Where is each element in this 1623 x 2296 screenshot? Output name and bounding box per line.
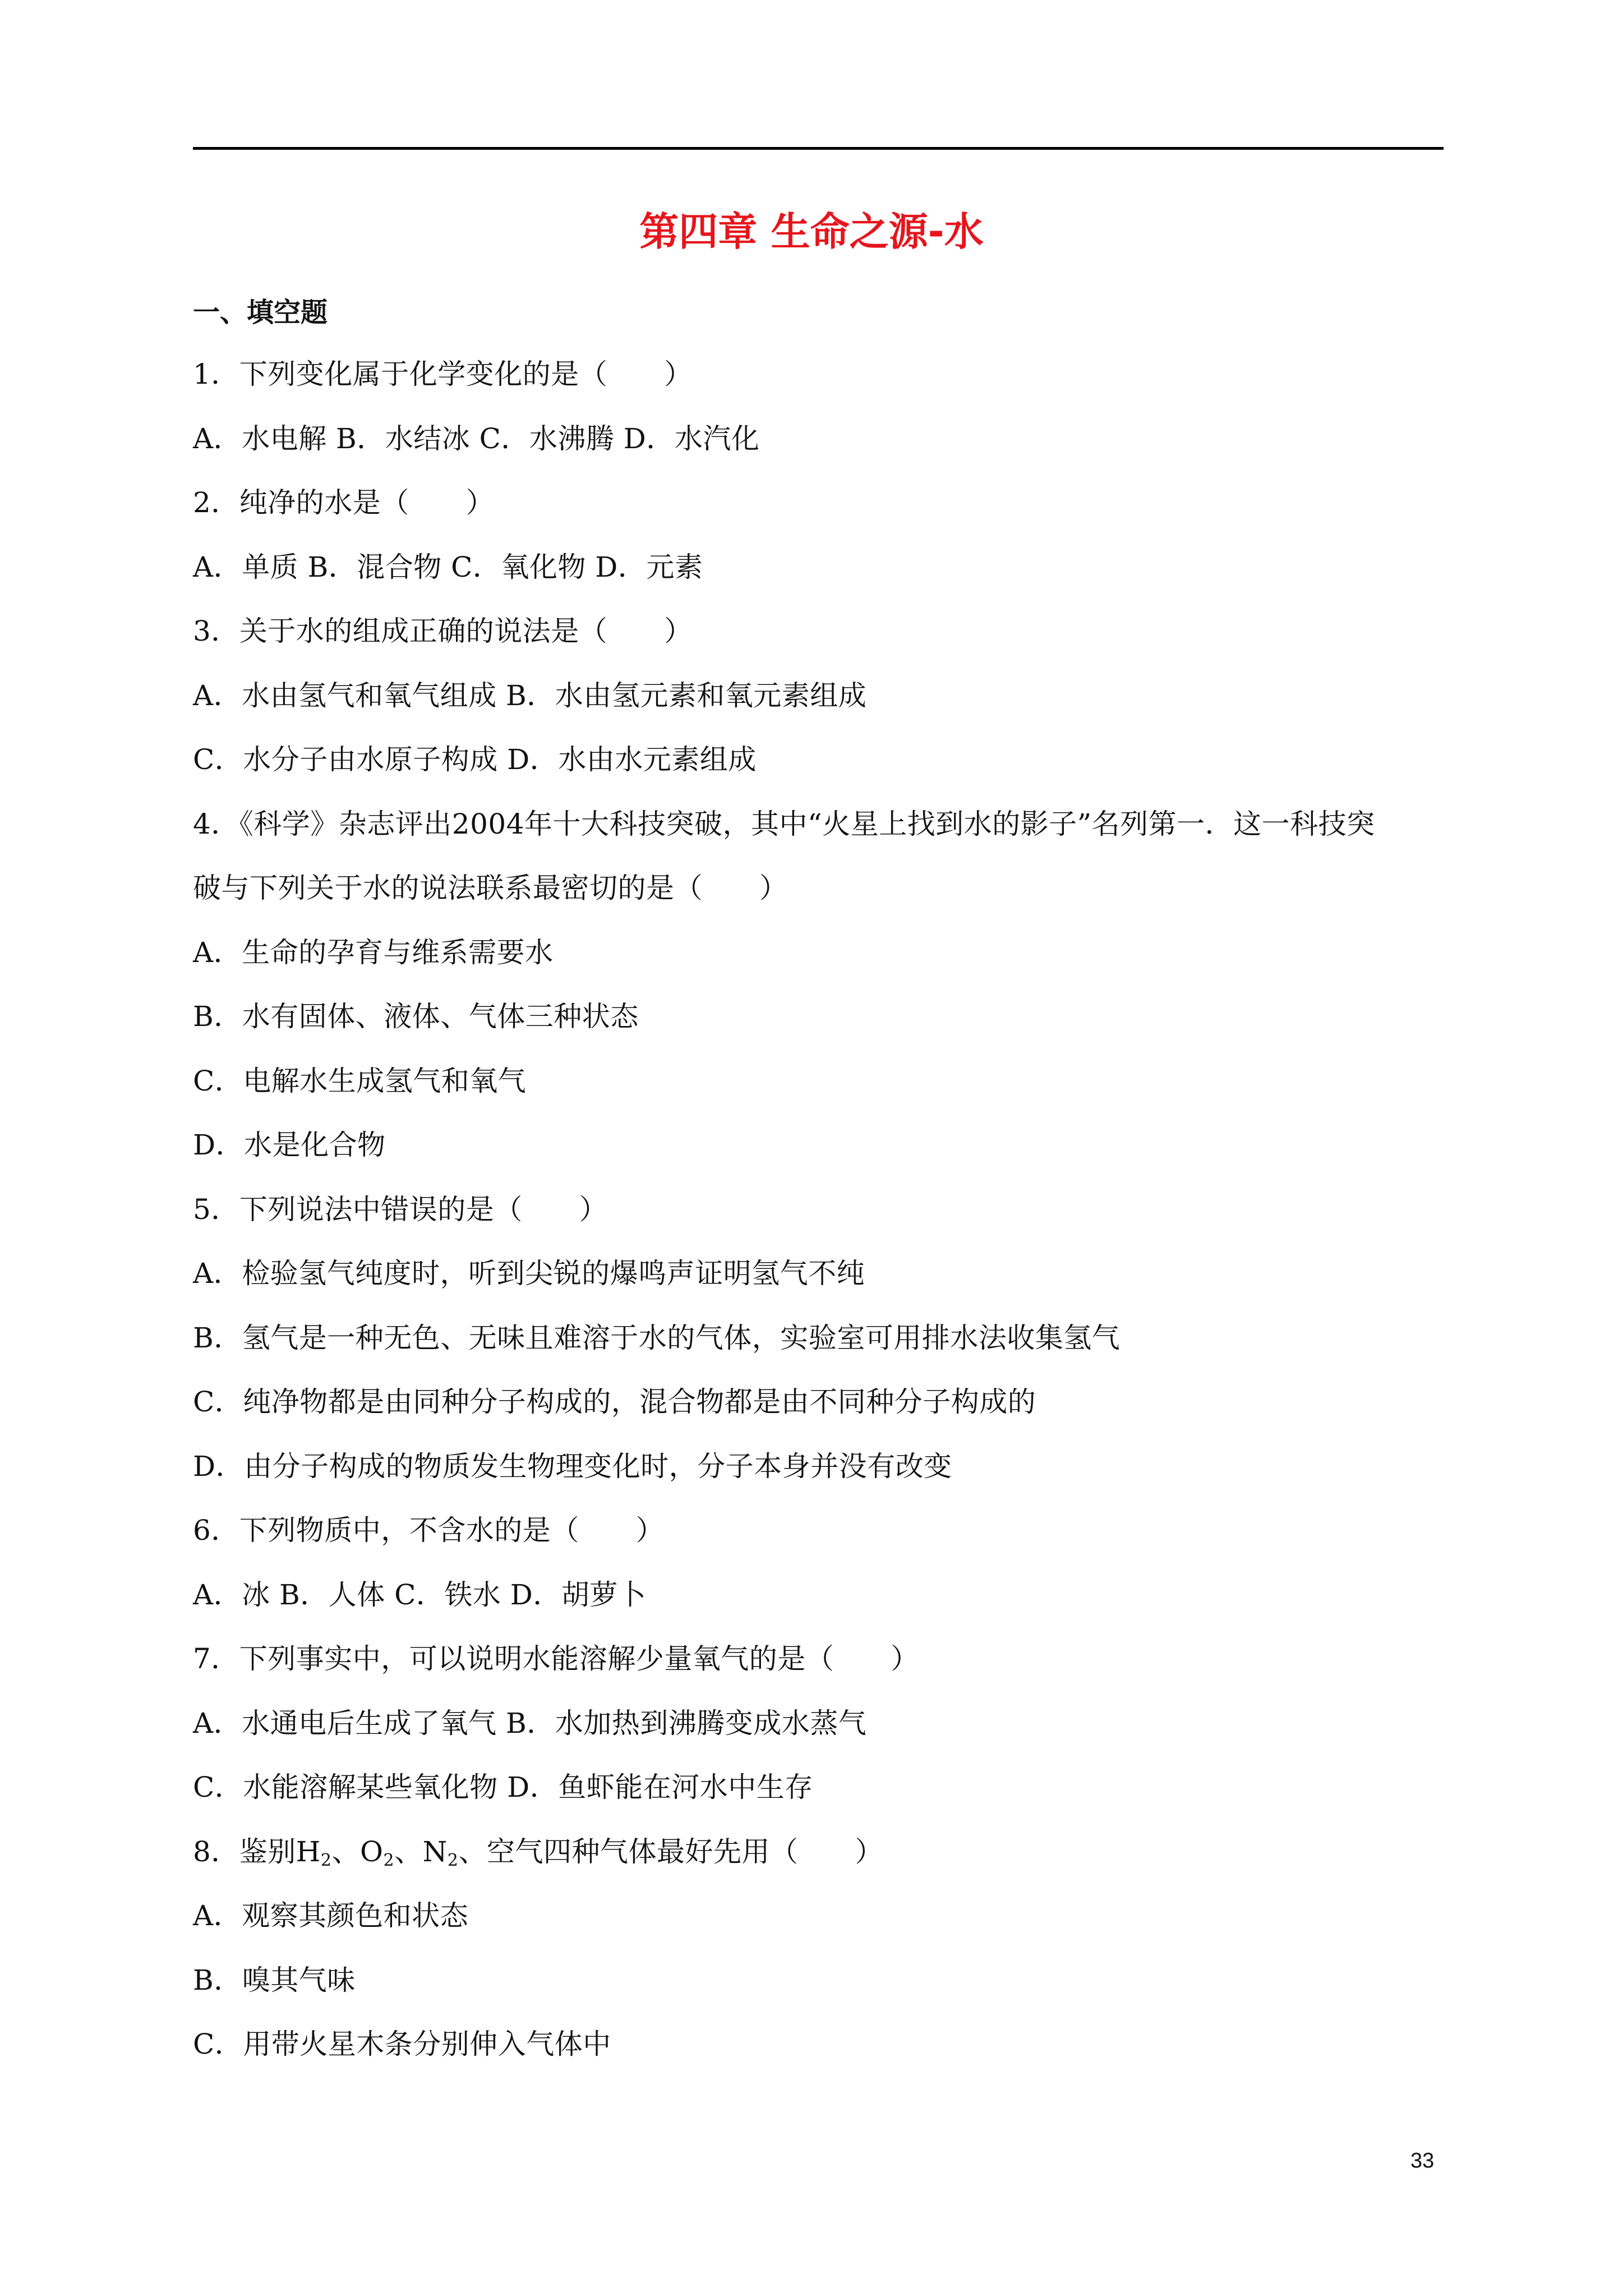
question-4-option-b: B．水有固体、液体、气体三种状态 xyxy=(193,1000,639,1033)
subscript-h2: 2 xyxy=(320,1850,332,1870)
question-7-stem: 7．下列事实中，可以说明水能溶解少量氧气的是（ ） xyxy=(193,1642,919,1675)
question-7-options-ab: A．水通电后生成了氧气 B．水加热到沸腾变成水蒸气 xyxy=(193,1706,867,1740)
question-8-option-c: C．用带火星木条分别伸入气体中 xyxy=(193,2028,611,2060)
question-8-stem xyxy=(193,1834,1449,1898)
question-5-option-a: A．检验氢气纯度时，听到尖锐的爆鸣声证明氢气不纯 xyxy=(193,1257,865,1290)
question-list xyxy=(193,356,1449,2091)
page-title: 第四章 生命之源-水 xyxy=(639,209,984,255)
question-4-stem-line-2: 破与下列关于水的说法联系最密切的是（ ） xyxy=(193,872,788,904)
question-8-stem-suffix: 、空气四种气体最好先用（ ） xyxy=(458,1835,883,1868)
question-5-option-c: C．纯净物都是由同种分子构成的，混合物都是由不同种分子构成的 xyxy=(193,1386,1036,1418)
question-4-stem-line-1: 4．《科学》杂志评出2004年十大科技突破，其中“火星上找到水的影子”名列第一．这一科技突 xyxy=(193,807,1375,840)
page-number: 33 xyxy=(1410,2149,1435,2173)
question-4-option-a: A．生命的孕育与维系需要水 xyxy=(193,936,554,969)
question-2-options: A．单质 B．混合物 C．氧化物 D．元素 xyxy=(193,550,703,583)
question-6-options: A．冰 B．人体 C．铁水 D．胡萝卜 xyxy=(193,1578,647,1611)
question-4-option-c: C．电解水生成氢气和氧气 xyxy=(193,1064,527,1097)
question-8-option-a: A．观察其颜色和状态 xyxy=(193,1899,469,1932)
section-heading: 一、填空题 xyxy=(193,297,328,328)
question-8-stem-mid-2: 、N xyxy=(394,1835,448,1868)
question-6-stem: 6．下列物质中，不含水的是（ ） xyxy=(193,1514,665,1547)
question-5-option-d: D．由分子构成的物质发生物理变化时，分子本身并没有改变 xyxy=(193,1450,952,1483)
question-5-stem: 5．下列说法中错误的是（ ） xyxy=(193,1193,608,1226)
question-8-stem-prefix: 8．鉴别H xyxy=(193,1835,321,1868)
question-1-stem: 1．下列变化属于化学变化的是（ ） xyxy=(193,358,693,390)
question-2-stem: 2．纯净的水是（ ） xyxy=(193,486,495,519)
question-3-options-ab: A．水由氢气和氧气组成 B．水由氢元素和氧元素组成 xyxy=(193,679,867,712)
question-5-option-b: B．氢气是一种无色、无味且难溶于水的气体，实验室可用排水法收集氢气 xyxy=(193,1321,1121,1354)
question-8-stem-mid-1: 、O xyxy=(331,1835,384,1868)
question-4-option-d: D．水是化合物 xyxy=(193,1129,386,1161)
subscript-o2: 2 xyxy=(383,1850,395,1870)
question-3-stem: 3．关于水的组成正确的说法是（ ） xyxy=(193,615,693,647)
question-8-option-b: B．嗅其气味 xyxy=(193,1963,356,1996)
question-1-options: A．水电解 B．水结冰 C．水沸腾 D．水汽化 xyxy=(193,422,760,455)
header-rule xyxy=(193,147,1444,150)
question-3-options-cd: C．水分子由水原子构成 D．水由水元素组成 xyxy=(193,743,757,776)
subscript-n2: 2 xyxy=(447,1850,459,1870)
question-7-options-cd: C．水能溶解某些氧化物 D．鱼虾能在河水中生存 xyxy=(193,1771,813,1803)
